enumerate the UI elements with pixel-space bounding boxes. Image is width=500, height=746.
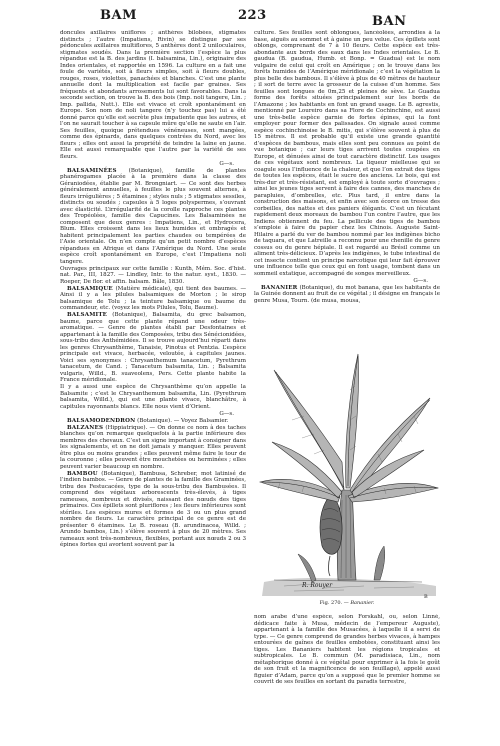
right-text-column-top — [254, 30, 440, 348]
dictionary-entry — [60, 312, 246, 384]
entry-headword: BAMBOU — [67, 470, 98, 477]
banana-leaves — [260, 354, 438, 502]
dictionary-entry — [60, 425, 246, 471]
figure-caption-title: Bananier. — [350, 600, 375, 606]
entry-headword: BALSAMODENDRON — [67, 417, 136, 424]
artist-signature: R. Rouyer — [302, 582, 333, 589]
author-signature: G—s. — [219, 410, 234, 417]
entry-headword: BALSAMIQUE — [67, 285, 113, 292]
figure-caption — [254, 600, 440, 606]
entry-headword: BALSAMITE — [67, 312, 108, 318]
author-signature: G—s. — [219, 160, 234, 167]
dictionary-entry — [254, 285, 440, 305]
banana-plant-illustration — [254, 350, 440, 596]
paragraph: nom arabe d’une espèce, selon Forskahl, ou, selon Linné, dédicace faite à Musa, médecin de l’empereur Auguste), appartenant à la famille des Musacées, à laquelle il a servi de type. — Ce genre comprend de grandes herbes vivaces, à hampes entourées de gaînes de feuilles embotées, constituant ainsi les tiges. Les Bananiers habitent les régions tropicales et subtropicales. Le B. commun (M. paradisiaca, Lin., nom métaphorique donné à ce végétal pour exprimer à la fois le goût de son fruit et la magnificence de son feuillage), appelé aussi figuier d’Adam, parce qu’on a supposé que le premier homme se couvrit de ses feuilles en sortant du paradis terrestre, — [254, 614, 440, 685]
dictionary-entry — [60, 471, 246, 549]
entry-headword: BALZANES — [67, 424, 104, 431]
entry-text: (Botanique), famille de plantes phanérogames placée à la première dans la classe des Géraniodées, établie par M. Brongniart. — Ce sont des herbes généralement annuelles, à feuilles le plus souvent alternes, à fleurs irrégulières ; 5 étamines ; styles nuls ; 5 stigmates sessiles, distincts ou soudés ; capsules à 5 loges polyspermes, s’ouvrant avec élasticité. L’irrégularité de la corolle rapproche ces plantes des Tropéolées, famille des Capucines. Les Balsaminées ne composent que deux genres : Impatiens, Lin., et Hydrocera, Blum. Elles croissent dans les lieux humides et ombragés et habitent principalement les parties chaudes ou tempérées de l’Asie orientale. On n’en compte qu’un petit nombre d’espèces répandues en Afrique et dans l’Amérique du Nord. Une seule espèce croît spontanément en Europe, c’est l’Impatiens noli tangere. — [60, 167, 246, 265]
paragraph: doncules axillaires uniflores ; anthères bilobées, stigmates distincts ; l’autre (Impatiens, Rivin) se distingue par ses pédoncules axillaires multiflores, 5 anthères dont 2 uniloculaires, stigmates soudés. Dans la première section l’espèce la plus répandue est la B. des jardins (I. balsamina, Lin.), originaire des Indes orientales, et rapportée en 1596. La culture en a fait une foule de variétés, soit à fleurs simples, soit à fleurs doubles, rouges, roses, violettes, panachées et blanches. C’est une plante annuelle dont la multiplication est facile par graines. Ses fréquents et abondants arrosements lui sont favorables. Dans la seconde section, on trouve la B. des bois (Imp. noli tangere, Lin. ; Imp. pallida, Nutt.). Elle est vivace et croît spontanément en Europe. Son nom de noli tangere (n’y touchez pas) lui a été donné parce qu’elle est secrète plus impatiente que les autres, et l’on ne saurait toucher à sa capsule mûre qu’elle ne saute en l’air. Ses feuilles, quoique prétendues vénéneuses, sont mangées, comme des épinards, dans quelques contrées du Nord, avec les fleurs ; elles ont aussi la propriété de teindre la laine en jaune. Elle est aussi remarquable que l’autre par la variété de ses fleurs. — [60, 30, 246, 160]
figure-caption-prefix: Fig. 270. — — [319, 600, 349, 606]
header-right-guide-word: BAN — [372, 14, 407, 29]
right-text-column-bottom — [254, 614, 440, 738]
entry-text: (Botanique), du mot banana, que les habitants de la Guinée donnent au fruit de ce végétal ; il désigne en français le genre Musa, Tourn. (de musa, mousa, — [254, 284, 440, 304]
header-left-guide-word: BAM — [100, 8, 137, 23]
left-text-column — [60, 30, 246, 738]
dictionary-entry — [60, 286, 246, 312]
entry-text: (Botanique). — Voyez Balsamier. — [135, 417, 229, 424]
dictionary-entry — [60, 168, 246, 266]
banana-plant-figure — [254, 350, 440, 612]
author-signature: G—s. — [413, 277, 428, 284]
paragraph: culture. Ses feuilles sont oblongues, lancéolées, arrondies à la base, aiguës au sommet et à gaine un peu velue. Ces épillets sont oblongs, comprenant de 7 à 10 fleurs. Cette espèce est très-abondante aux bords des eaux dans les Indes orientales. Le B. gaudua (B. gaudua, Humb. et Bonp. = Guadua) est le nom vulgaire de celui qui croît en Amérique ; on le trouve dans les forêts humides de l’Amérique méridionale ; c’est la végétation la plus belle des bambous. Il s’élève à plus de 40 mètres de hauteur ; il sort de terre avec la grosseur de la cuisse d’un homme. Ses feuilles sont longues de 0m,25 et pleines de sève. Le Guadua forme des forêts situées principalement sur les bords de l’Amazone ; les habitants en font un grand usage. Le B. agrestis, mentionné par Loureiro dans sa Flore de Cochinchine, est aussi une très-belle espèce garnie de fortes épines, qui la font employer pour former des palissades. On signale aussi comme espèce cochinchinoise le B. mitis, qui s’élève souvent à plus de 15 mètres. Il est probable qu’il existe une grande quantité d’espèces de bambous, mais elles sont peu connues au point de vue botanique ; car leurs tiges arrivent toutes coupées en Europe, et dénuées ainsi de tout caractère distinctif. Les usages de ces végétaux sont nombreux. La liqueur mielleuse qui se coagule sous l’influence de la chaleur, et que l’on extrait des tiges de toutes les espèces, était le sucre des anciens. Le bois, qui est très-dur et très-résistant, est employé à toute sorte d’ouvrages ; ainsi les jeunes tiges servent à faire des cannes, des manches de parapluies, d’ombrelles, etc. Plus tard, il entre dans la construction des maisons, et enfin avec son écorce on tresse des corbeilles, des nattes et des paniers élégants. C’est un fécutant rapidement deux moreaux de bambou l’un contre l’autre, que les Indiens obtiennent du feu. La pellicule des tiges de bambou s’emploie à faire du papier chez les Chinois. Auguste Saint-Hilaire a parlé du ver de bambou nommé par les indigènes bicho de taquara, et que Latreille a reconnu pour une chenille du genre cossus ou du genre hépiale. Il est regardé au Brésil comme un aliment très-délicieux. D’après les indigènes, le tube intestinal de cet insecte contient un principe narcotique qui leur fait éprouver une influence telle que ceux qui en font usage, tombent dans un sommeil extatique, accompagné de songes merveilleux. — [254, 30, 440, 277]
entry-text: (Matière médicale), qui tient des baumes. — Ainsi il y a les pilules balsamiques de Morton ; le sirop balsamique de Tolu ; la teinture balsamique ou baume du commandeur, etc. (voyez les mots Pilules, Tolu, Baume). — [60, 285, 246, 311]
dictionary-entry — [60, 418, 246, 425]
entry-headword: BALSAMINÉES — [67, 167, 117, 174]
paragraph: Il y a aussi une espèce de Chrysanthème qu’on appelle la Balsamite ; c’est le Chrysanthemum balsamita, Lin. (Pyrethrum balsamita, Willd.), qui est une plante vivace, blanchâtre, à capitules rayonnants blancs. Elle nous vient d’Orient. — [60, 384, 246, 410]
running-header — [0, 8, 500, 28]
paragraph: Ouvrages principaux sur cette famille : Kunth, Mém. Soc. d’hist. nat. Par., III, 1827. — Lindley, Intr. to the natur. syst., 1830. — Roeper, De flor. et affin. balsam. Bâle, 1830. — [60, 265, 246, 285]
entry-text: (Hippiatrique). — On donne ce nom à des taches blanches qu’on remarque quelquefois à la partie inférieure des membres des chevaux. C’est un signe important à consigner dans les signalements, et on ne doit jamais y manquer. Elles peuvent être plus ou moins grandes ; elles peuvent même faire le tour de la couronne ; elles peuvent être mouchetées ou herminées ; elles peuvent varier beaucoup en nombre. — [60, 424, 246, 470]
entry-text: (Botanique), Bambusa, Schreber, mot latinisé de l’indien bambos. — Genre de plantes de la famille des Graminées, tribu des Festucacées, type de la sous-tribu des Bambusées. Il comprend des végétaux arborescents très-élevés, à tiges rameuses, nombreux et divisés, naissant des nœuds des tiges primaires. Ces épillets sont pluriflores ; les fleurs inférieures sont stériles. Les espèces mures et formes de 3 ou un plus grand nombre de fleurs. Le caractère principal de ce genre est de présenter 6 étamines. Le B. roseau (B. arundinacea, Willd. ; Arundo bambos, Lin.) s’élève souvent à plus de 20 mètres. Ses rameaux sont très-nombreux, flexibles, portant aux nœuds 2 ou 3 épines fortes qui avortent souvent par la — [60, 470, 246, 548]
entry-headword: BANANIER — [261, 284, 298, 291]
page-number: 223 — [238, 8, 267, 23]
entry-text: (Botanique), Balsamita, du grec balsamon, baume, parce que cette plante répand une odeur très-aromatique. — Genre de plantes établi par Desfontaines et appartenant à la famille des Composées, tribu des Sénécionidées, sous-tribu des Anthémidées. Il se trouve aujourd’hui réparti dans les genres Chrysanthème, Tanaisie, Pinotus et Pentzia. L’espèce principale est vivace, herbacée, veloutée, à capitules jaunes. Voici ses synonymes : Chrysanthemum tanacetum, Pyrethrum tanacetum, de Cand. ; Tanacetum balsamita, Lin. ; Balsamita vulgaris, Willd., B. suaveolens, Pers. Cette plante habite la France méridionale. — [60, 312, 246, 383]
engraver-mark: B — [424, 594, 428, 600]
